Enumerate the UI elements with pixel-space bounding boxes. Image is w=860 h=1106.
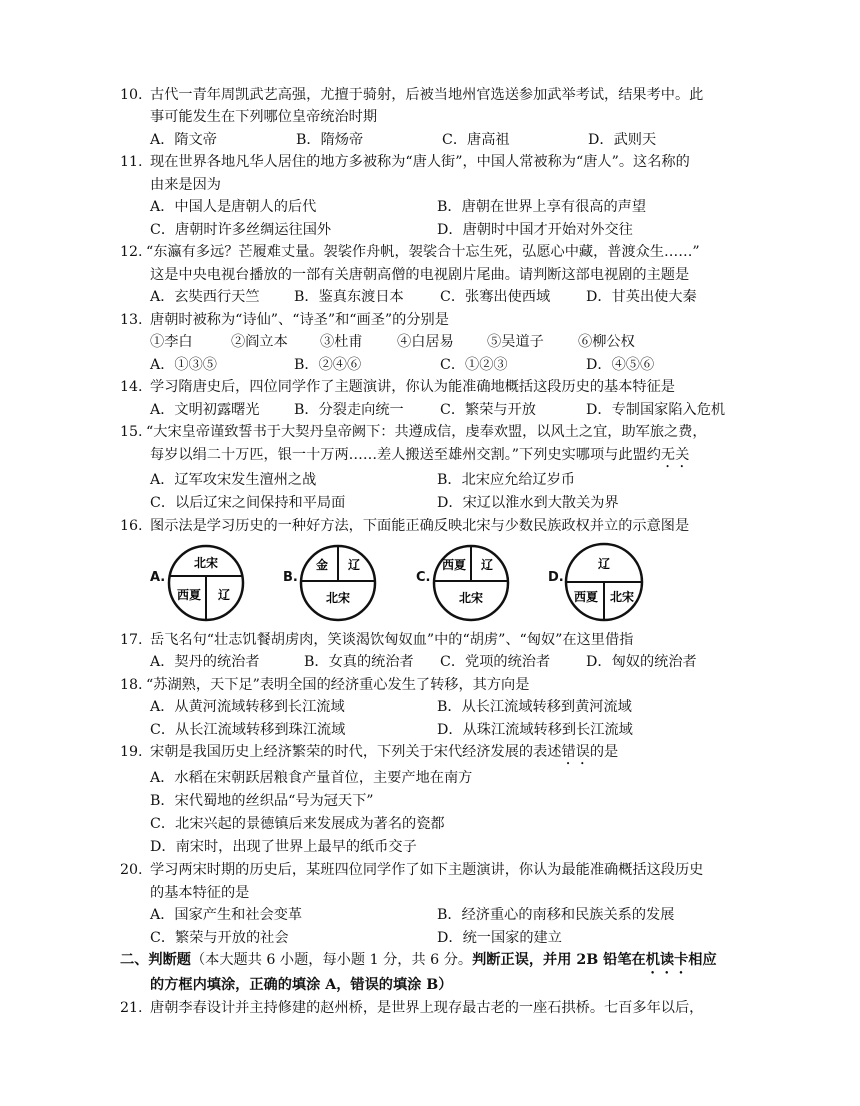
q13-item-5: ⑤吴道子 xyxy=(487,334,544,350)
q15-option-b: B．北宋应允给辽岁币 xyxy=(437,472,576,488)
q20-option-c: C．繁荣与开放的社会 xyxy=(150,930,289,946)
q16-figure-b-right-label: 辽 xyxy=(347,558,361,572)
q13-option-d: D．④⑤⑥ xyxy=(586,357,655,373)
q13-option-b: B．②④⑥ xyxy=(294,357,362,373)
q11-number: 11. xyxy=(120,154,143,170)
q10-option-d: D．武则天 xyxy=(588,132,657,148)
q13-number: 13. xyxy=(120,312,143,328)
q16-figure-c-right-label: 辽 xyxy=(480,558,494,572)
q13-stem-line1: 唐朝时被称为“诗仙”、“诗圣”和“画圣”的分别是 xyxy=(150,312,449,328)
q16-figure-a-letter: A. xyxy=(150,570,166,585)
q11-stem-line1: 现在世界各地凡华人居住的地方多被称为“唐人街”，中国人常被称为“唐人”。这名称的 xyxy=(150,154,690,170)
q16-number: 16. xyxy=(120,518,143,534)
q16-figure-d-top-label: 辽 xyxy=(597,557,611,571)
q13-item-2: ②阎立本 xyxy=(231,334,288,350)
q16-figure-a-left-label: 西夏 xyxy=(176,588,202,602)
q10-stem-line2: 事可能发生在下列哪位皇帝统治时期 xyxy=(150,109,378,125)
q16-figure-d-letter: D. xyxy=(548,570,564,585)
q16-figure-c-bottom-label: 北宋 xyxy=(458,591,484,605)
q11-stem-line2: 由来是因为 xyxy=(150,177,221,193)
q16-figure-b-letter: B. xyxy=(283,570,298,585)
q15-stem-line2 xyxy=(150,445,689,467)
q17-stem-line1: 岳飞名句“壮志饥餐胡虏肉，笑谈渴饮匈奴血”中的“胡虏”、“匈奴”在这里借指 xyxy=(150,632,634,648)
q13-item-6: ⑥柳公权 xyxy=(578,334,635,350)
q15-number: 15. xyxy=(120,424,143,440)
q10-option-a: A．隋文帝 xyxy=(150,132,217,148)
section2-heading xyxy=(120,950,717,972)
q13-item-3: ③杜甫 xyxy=(320,334,363,350)
q16-figure-a-right-label: 辽 xyxy=(217,588,231,602)
q10-stem-line1: 古代一青年周凯武艺高强，尤擅于骑射，后被当地州官选送参加武举考试，结果考中。此 xyxy=(150,87,704,103)
q19-emphasis-text: 错误 xyxy=(561,744,590,760)
q11-option-b: B．唐朝在世界上享有很高的声望 xyxy=(437,199,647,215)
q19-stem-tail: 的是 xyxy=(589,744,619,760)
q11-option-a: A．中国人是唐朝人的后代 xyxy=(150,199,317,215)
q20-stem-line2: 的基本特征的是 xyxy=(150,885,250,901)
q16-figure-d xyxy=(563,541,645,627)
q15-stem-line2-text: 每岁以绢二十万匹，银一十万两……差人搬送至雄州交割。”下列史实哪项与此盟约 xyxy=(150,447,661,463)
q21-stem-line1: 唐朝李春设计并主持修建的赵州桥，是世界上现存最古老的一座石拱桥。七百多年以后， xyxy=(150,1000,704,1016)
q15-option-c: C．以后辽宋之间保持和平局面 xyxy=(150,495,346,511)
q15-emphasis-text: 无关 xyxy=(660,447,690,463)
q12-stem-line2: 这是中央电视台播放的一部有关唐朝高僧的电视剧片尾曲。请判断这部电视剧的主题是 xyxy=(150,267,690,283)
q14-option-a: A．文明初露曙光 xyxy=(150,402,260,418)
q18-option-d: D．从珠江流域转移到长江流域 xyxy=(437,722,633,738)
q19-stem-text: 宋朝是我国历史上经济繁荣的时代，下列关于宋代经济发展的表述 xyxy=(150,744,562,760)
q18-option-a: A．从黄河流域转移到长江流域 xyxy=(150,699,345,715)
q16-stem-line1: 图示法是学习历史的一种好方法，下面能正确反映北宋与少数民族政权并立的示意图是 xyxy=(150,518,690,534)
q13-option-a: A．①③⑤ xyxy=(150,357,217,373)
q20-option-a: A．国家产生和社会变革 xyxy=(150,907,303,923)
q18-number: 18. xyxy=(120,677,143,693)
q19-option-c: C．北宋兴起的景德镇后来发展成为著名的瓷都 xyxy=(150,816,445,832)
q17-option-c: C．党项的统治者 xyxy=(440,654,551,670)
q17-option-d: D．匈奴的统治者 xyxy=(586,654,697,670)
section2-instruction: 判断正误，并用 2B 铅笔在 xyxy=(472,952,646,968)
q19-stem-line1 xyxy=(150,742,618,764)
q11-option-d: D．唐朝时中国才开始对外交往 xyxy=(437,222,633,238)
section2-emphasis: 机读卡 xyxy=(645,952,689,968)
q20-option-b: B．经济重心的南移和民族关系的发展 xyxy=(437,907,675,923)
q16-figure-b-bottom-label: 北宋 xyxy=(325,591,351,605)
q16-figure-c-left-label: 西夏 xyxy=(441,558,467,572)
q10-option-c: C．唐高祖 xyxy=(442,132,510,148)
q16-figure-b-left-label: 金 xyxy=(315,558,329,572)
q14-option-d: D．专制国家陷入危机 xyxy=(586,402,726,418)
q18-option-c: C．从长江流域转移到珠江流域 xyxy=(150,722,346,738)
q16-figure-c-letter: C. xyxy=(416,570,431,585)
q15-stem-line1: “大宋皇帝谨致誓书于大契丹皇帝阙下：共遵成信，虔奉欢盟，以风土之宜，助军旅之费， xyxy=(146,424,707,440)
section2-desc: （本大题共 6 小题，每小题 1 分，共 6 分。 xyxy=(190,952,473,968)
q11-option-c: C．唐朝时许多丝绸运往国外 xyxy=(150,222,332,238)
q17-number: 17. xyxy=(120,632,143,648)
q21-number: 21. xyxy=(120,1000,143,1016)
q10-option-b: B．隋炀帝 xyxy=(296,132,364,148)
q17-option-a: A．契丹的统治者 xyxy=(150,654,260,670)
q17-option-b: B．女真的统治者 xyxy=(304,654,414,670)
q13-item-4: ④白居易 xyxy=(397,334,454,350)
q19-option-d: D．南宋时，出现了世界上最早的纸币交子 xyxy=(150,839,417,855)
q13-item-1: ①李白 xyxy=(150,334,193,350)
q12-option-d: D．甘英出使大秦 xyxy=(586,289,697,305)
q15-option-a: A．辽军攻宋发生澶州之战 xyxy=(150,472,317,488)
q14-stem-line1: 学习隋唐史后，四位同学作了主题演讲，你认为能准确地概括这段历史的基本特征是 xyxy=(150,379,675,395)
q16-figure-c xyxy=(431,543,511,627)
q13-option-c: C．①②③ xyxy=(440,357,508,373)
q16-figure-a-top-label: 北宋 xyxy=(193,556,219,570)
q16-figure-a xyxy=(166,543,246,627)
q16-figure-b xyxy=(298,543,378,627)
q18-stem-line1: “苏湖熟，天下足”表明全国的经济重心发生了转移，其方向是 xyxy=(146,677,530,693)
q14-option-c: C．繁荣与开放 xyxy=(440,402,536,418)
q12-stem-line1: “东瀛有多远？芒履难丈量。袈裟作舟帆，袈裟合十忘生死，弘愿心中藏，普渡众生……” xyxy=(146,244,700,260)
q19-option-b: B．宋代蜀地的丝织品“号为冠天下” xyxy=(150,793,374,809)
section2-instruction-line2: 的方框内填涂，正确的填涂 A，错误的填涂 B） xyxy=(150,977,453,993)
q12-number: 12. xyxy=(120,244,143,260)
q19-number: 19. xyxy=(120,744,143,760)
section2-title: 二、判断题 xyxy=(120,952,191,968)
q18-option-b: B．从长江流域转移到黄河流域 xyxy=(437,699,632,715)
q15-option-d: D．宋辽以淮水到大散关为界 xyxy=(437,495,619,511)
q12-option-a: A．玄奘西行天竺 xyxy=(150,289,260,305)
q20-number: 20. xyxy=(120,862,143,878)
q16-figure-d-left-label: 西夏 xyxy=(573,590,599,604)
q12-option-c: C．张骞出使西域 xyxy=(440,289,551,305)
q20-stem-line1: 学习两宋时期的历史后，某班四位同学作了如下主题演讲，你认为最能准确概括这段历史 xyxy=(150,862,704,878)
q16-figure-d-right-label: 北宋 xyxy=(609,590,635,604)
q14-number: 14. xyxy=(120,379,143,395)
q10-number: 10. xyxy=(120,87,143,103)
q20-option-d: D．统一国家的建立 xyxy=(437,930,562,946)
q19-option-a: A．水稻在宋朝跃居粮食产量首位，主要产地在南方 xyxy=(150,770,473,786)
q12-option-b: B．鉴真东渡日本 xyxy=(294,289,404,305)
section2-instruction-tail: 相应 xyxy=(688,952,717,968)
q14-option-b: B．分裂走向统一 xyxy=(294,402,404,418)
